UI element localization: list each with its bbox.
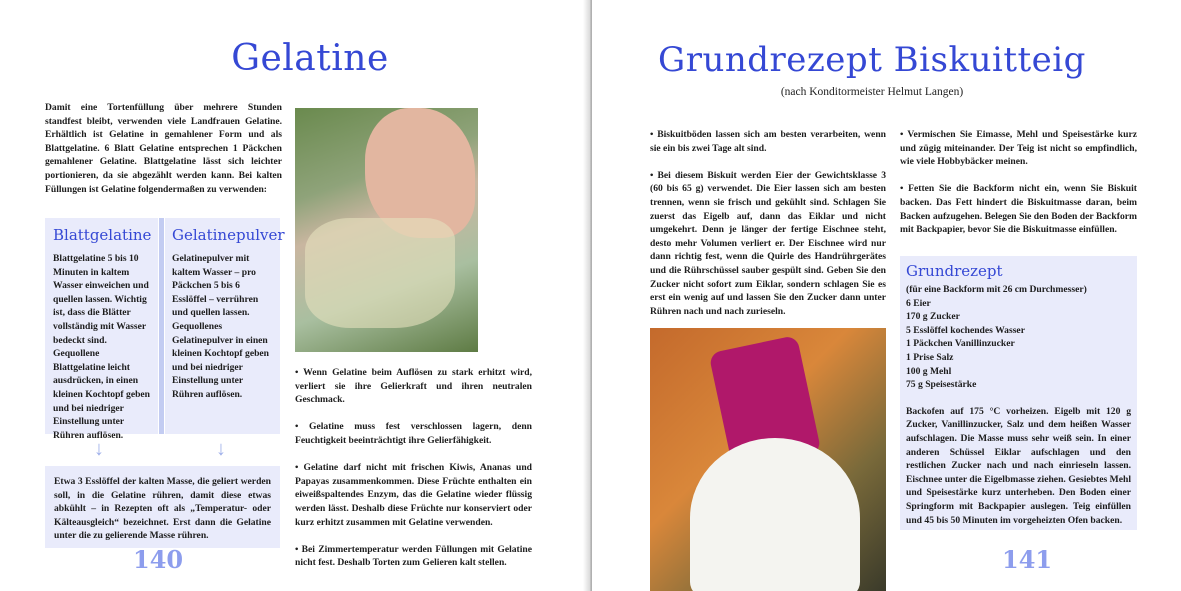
right-page	[592, 0, 1181, 591]
box-heading: Blattgelatine	[53, 226, 152, 244]
gelatinepulver-box	[165, 218, 285, 434]
page-title: Gelatine	[231, 38, 389, 79]
arrow-down-icon: ↓	[94, 438, 104, 460]
arrow-down-icon: ↓	[216, 438, 226, 460]
box-heading: Gelatinepulver	[172, 226, 285, 244]
tip: • Bei diesem Biskuit werden Eier der Gewichtsklasse 3 (60 bis 65 g) verwendet. Die Eier lassen sich am besten trennen, wenn sie frisch und gekühlt sind. Schlagen Sie zuerst das Eigelb auf, dann das Eiklar und nicht umgekehrt. Denn je länger der fertige Eischnee steht, desto mehr Volumen verliert er. Der Eischnee wird nur dann richtig fest, wenn die Quirle des Handrührgerätes und die Rührschüssel sauber gespült sind. Geben Sie den Zucker nicht sofort zum Eiklar, sondern schlagen Sie es erst ein wenig auf und lassen Sie den Zucker dann unter Rühren nach und nach zurieseln.	[650, 169, 886, 317]
ingredient: 75 g Speisestärke	[906, 379, 977, 391]
box-text: Etwa 3 Esslöffel der kalten Masse, die geliert werden soll, in die Gelatine rühren, damit diese etwas abkühlt – in Rezepten oft als „Temperatur- oder Kälteausgleich“ bezeichnet. Erst dann die Gelatine unter die zu gelierende Masse rühren.	[54, 476, 271, 542]
biskuit-photo	[650, 328, 886, 591]
tips-list	[295, 366, 532, 584]
recipe-box	[900, 256, 1137, 530]
gelatine-photo	[295, 108, 478, 352]
recipe-instructions: Backofen auf 175 °C vorheizen. Eigelb mit 120 g Zucker, Vanillinzucker, Salz und dem heißen Wasser aufschlagen. Die Masse muss sehr weiß sein. In einer anderen Schüssel Eiklar aufschlagen und den restlichen Zucker nach und nach einrieseln lassen. Eischnee unter die Eigelbmasse ziehen. Gesiebtes Mehl und Speisestärke kurz unterheben. Den Boden einer Springform mit Backpapier auslegen. Teig einfüllen und 45 bis 50 Minuten im vorgeheizten Ofen backen.	[906, 405, 1131, 526]
ingredient: 1 Päckchen Vanillinzucker	[906, 338, 1015, 350]
tip: • Vermischen Sie Eimasse, Mehl und Speisestärke kurz und zügig miteinander. Der Teig ist nicht so empfindlich, wie viele Hobbybäcker meinen.	[900, 129, 1137, 168]
tip: • Fetten Sie die Backform nicht ein, wenn Sie Biskuit backen. Das Fett hindert die Biskuitmasse daran, beim Backen aufzugehen. Belegen Sie den Boden der Backform mit Backpapier, bevor Sie die Biskuitmasse einfüllen.	[900, 183, 1137, 236]
box-text: Gelatinepulver mit kaltem Wasser – pro Päckchen 5 bis 6 Esslöffel – verrühren und quellen lassen. Gequollenes Gelatinepulver in einen kleinen Kochtopf geben und bei niedriger Einstellung unter Rühren auflösen.	[172, 253, 270, 400]
ingredient: (für eine Backform mit 26 cm Durchmesser)	[906, 284, 1087, 295]
page-number: 140	[133, 545, 184, 574]
ingredient: 6 Eier	[906, 297, 931, 309]
page-subtitle: (nach Konditormeister Helmut Langen)	[780, 86, 964, 98]
egg-foam	[690, 438, 860, 591]
blattgelatine-box	[45, 218, 158, 441]
tip: • Wenn Gelatine beim Auflösen zu stark erhitzt wird, verliert sie ihre Gelierkraft und ihren neutralen Geschmack.	[295, 367, 532, 406]
page-number: 141	[1002, 545, 1053, 574]
tip: • Gelatine muss fest verschlossen lagern, denn Feuchtigkeit beeinträchtigt ihre Gelierfähigkeit.	[295, 421, 532, 446]
box-text: Blattgelatine 5 bis 10 Minuten in kaltem Wasser einweichen und quellen lassen. Wichtig ist, dass die Blätter vollständig mit Wasser bedeckt sind. Gequollene Blattgelatine leicht ausdrücken, in einen kleinen Kochtopf geben und bei niedriger Einstellung unter Rühren auflösen.	[53, 253, 151, 441]
intro-text: Damit eine Tortenfüllung über mehrere Stunden standfest bleibt, verwenden viele Landfrauen Gelatine. Erhältlich ist Gelatine in gemahlener Form und als Blattgelatine. 6 Blatt Gelatine entsprechen 1 Päckchen gemahlener Gelatine. Blattgelatine lässt sich leichter portionieren, da sie abgezählt werden kann. Bei kalten Füllungen ist Gelatine folgendermaßen zu verwenden:	[45, 102, 282, 195]
ingredient: 5 Esslöffel kochendes Wasser	[906, 324, 1025, 336]
tip: • Bei Zimmertemperatur werden Füllungen mit Gelatine nicht fest. Deshalb Torten zum Gelieren kalt stellen.	[295, 543, 532, 569]
tip: • Gelatine darf nicht mit frischen Kiwis, Ananas und Papayas zusammenkommen. Diese Früchte enthalten ein eiweißspaltendes Enzym, das die Gelatine wieder flüssig werden lässt. Deshalb diese Früchte nur konserviert oder kurz erhitzt zusammen mit Gelatine verwenden.	[295, 462, 532, 528]
gelatine-sheet	[305, 218, 455, 328]
ingredient: 1 Prise Salz	[906, 351, 954, 363]
tip: • Biskuitböden lassen sich am besten verarbeiten, wenn sie ein bis zwei Tage alt sind.	[650, 129, 886, 154]
page-title: Grundrezept Biskuitteig	[658, 40, 1086, 80]
tips-column-1	[650, 128, 886, 332]
bottom-box	[45, 466, 280, 548]
tips-column-2	[900, 128, 1137, 250]
ingredient-list	[906, 283, 1131, 392]
ingredient: 170 g Zucker	[906, 311, 960, 323]
recipe-heading: Grundrezept	[906, 262, 1003, 280]
ingredient: 100 g Mehl	[906, 365, 952, 377]
left-page	[0, 0, 590, 591]
box-divider	[159, 218, 164, 434]
